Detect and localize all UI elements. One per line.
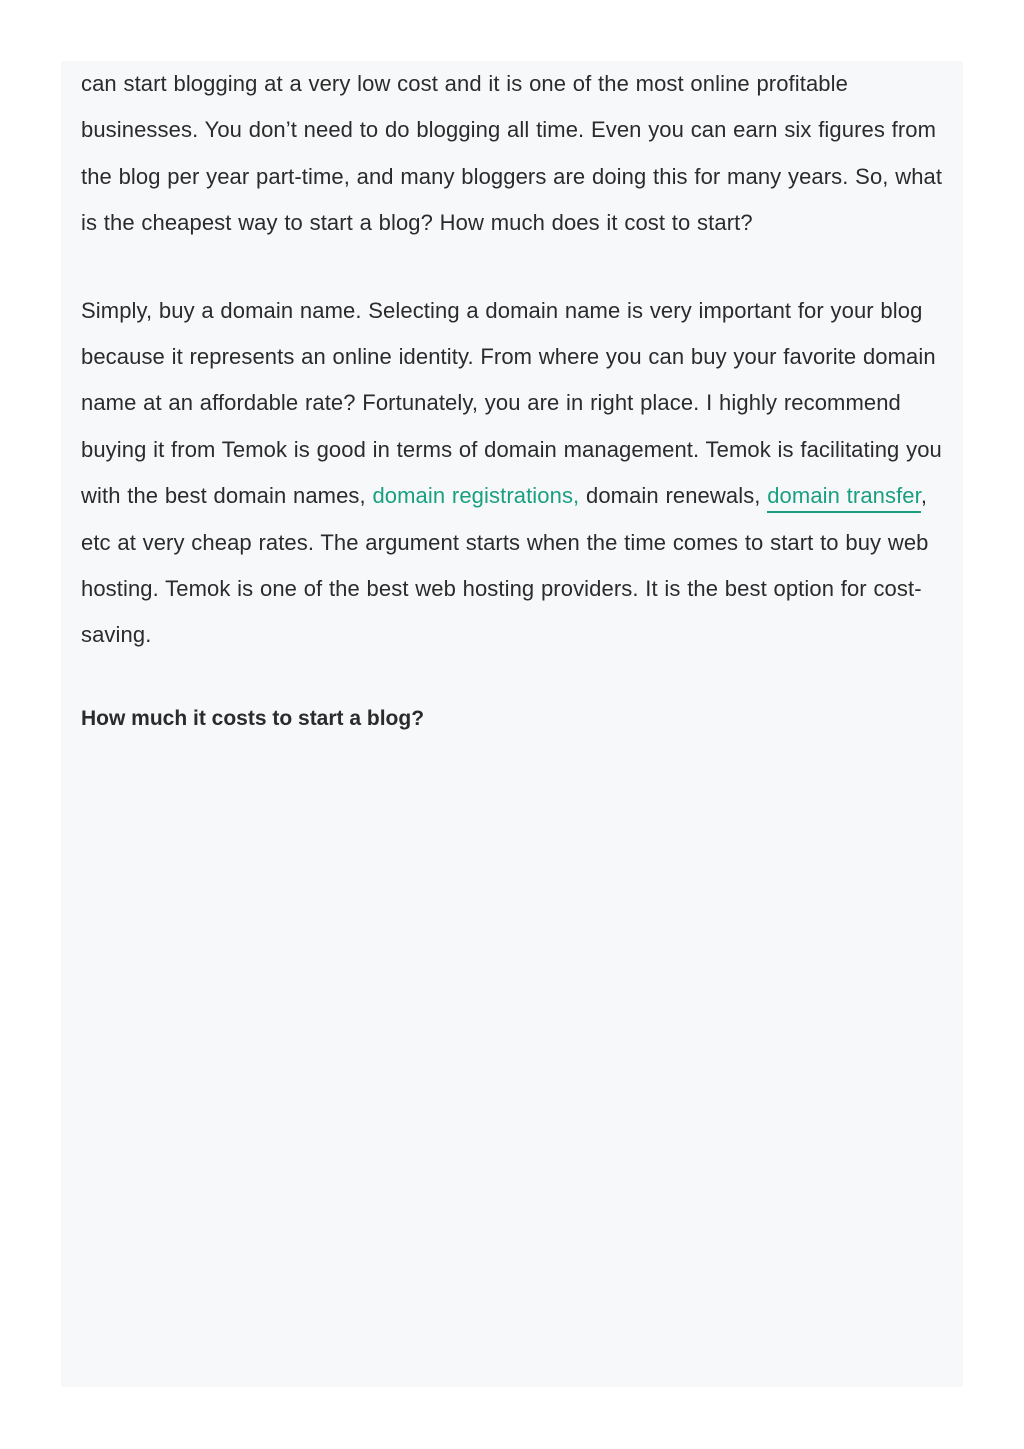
paragraph-domain-text-3: , etc at very cheap rates. The argument starts when the time comes to start to buy web hosting. Temok is one of the best web hosting providers. It is the best option for cost-saving. xyxy=(81,483,929,648)
domain-registrations-link[interactable]: domain registrations, xyxy=(372,483,580,509)
domain-transfer-link[interactable]: domain transfer xyxy=(767,483,921,513)
page-panel xyxy=(61,61,963,1387)
section-heading: How much it costs to start a blog? xyxy=(81,706,425,730)
paragraph-domain xyxy=(81,288,943,659)
paragraph-domain-text-2: domain renewals, xyxy=(579,483,768,509)
article-content xyxy=(81,61,943,734)
paragraph-domain-text-1: Simply, buy a domain name. Selecting a domain name is very important for your blog because it represents an online identity. From where you can buy your favorite domain name at an affordable rate? Fortunately, you are in right place. I highly recommend buying it from Temok is good in terms of domain management. Temok is facilitating you with the best domain names, xyxy=(81,297,942,509)
paragraph-intro: can start blogging at a very low cost and it is one of the most online profitable businesses. You don’t need to do blogging all time. Even you can earn six figures from the blog per year part-time, and many bloggers are doing this for many years. So, what is the cheapest way to start a blog? How much does it cost to start? xyxy=(81,71,943,236)
